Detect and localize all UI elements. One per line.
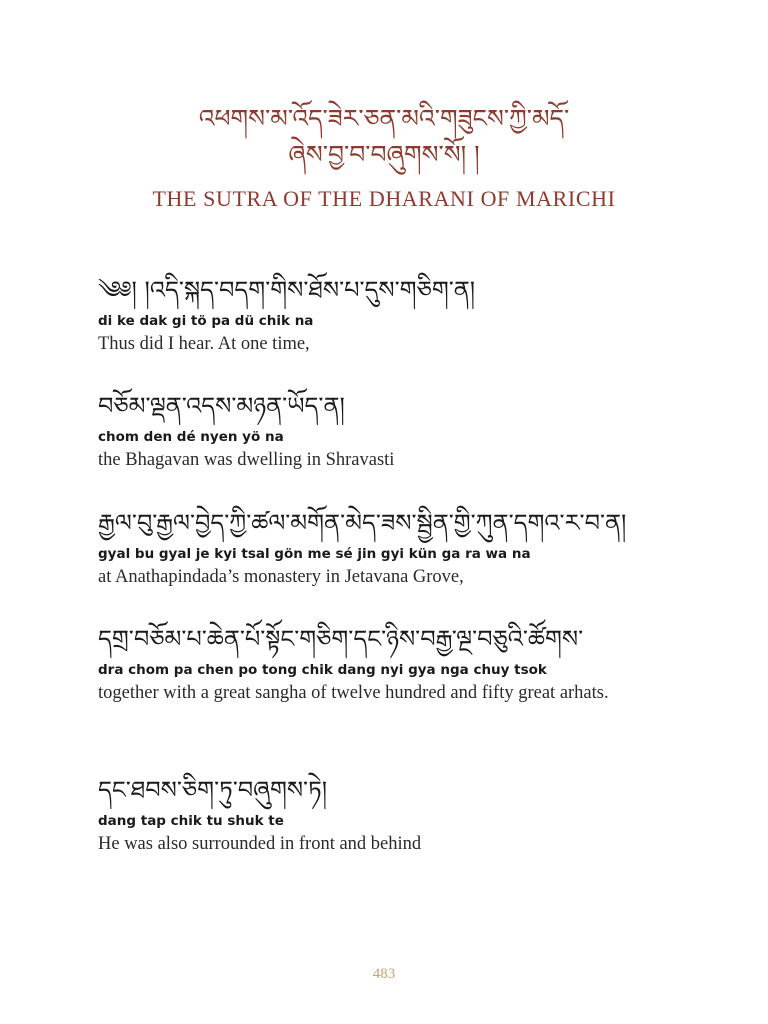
verse-translation: together with a great sangha of twelve hundred and fifty great arhats. xyxy=(98,683,609,703)
verse-translation: the Bhagavan was dwelling in Shravasti xyxy=(98,450,395,470)
verse-phonetic: gyal bu gyal je kyi tsal gön me sé jin gyi kün ga ra wa na xyxy=(98,546,531,562)
verse-3 xyxy=(98,505,678,590)
verse-tibetan: དང་ཐབས་ཅིག་ཏུ་བཞུགས་ཏེ། xyxy=(98,776,328,804)
verse-2 xyxy=(98,388,678,473)
verse-tibetan: ༄༅། །འདི་སྐད་བདག་གིས་ཐོས་པ་དུས་གཅིག་ན། xyxy=(98,276,476,304)
verse-phonetic: chom den dé nyen yö na xyxy=(98,429,284,445)
verse-phonetic: dang tap chik tu shuk te xyxy=(98,813,284,829)
verse-translation: at Anathapindada’s monastery in Jetavana Grove, xyxy=(98,567,464,587)
verse-1 xyxy=(98,272,678,357)
tibetan-title-line-1: འཕགས་མ་འོད་ཟེར་ཅན་མའི་གཟུངས་ཀྱི་མདོ་ xyxy=(198,104,570,133)
verse-phonetic: dra chom pa chen po tong chik dang nyi gya nga chuy tsok xyxy=(98,662,547,678)
verse-4 xyxy=(98,621,678,706)
tibetan-title-line-2: ཞེས་བྱ་བ་བཞུགས་སོ། ། xyxy=(288,140,480,169)
verse-translation: He was also surrounded in front and behind xyxy=(98,834,422,854)
english-title: THE SUTRA OF THE DHARANI OF MARICHI xyxy=(152,186,616,211)
verse-5 xyxy=(98,772,678,857)
verse-tibetan: རྒྱལ་བུ་རྒྱལ་བྱེད་ཀྱི་ཚལ་མགོན་མེད་ཟས་སྦྱིན་གྱི་ཀུན་དགའ་ར་བ་ན། xyxy=(98,509,627,537)
page-number: 483 xyxy=(372,966,396,982)
verse-translation: Thus did I hear. At one time, xyxy=(98,334,310,354)
verse-tibetan: དགྲ་བཅོམ་པ་ཆེན་པོ་སྟོང་གཅིག་དང་ཉིས་བརྒྱ་ལྔ་བཅུའི་ཚོགས་ xyxy=(98,625,584,653)
verse-phonetic: di ke dak gi tö pa dü chik na xyxy=(98,313,314,329)
verse-tibetan: བཅོམ་ལྡན་འདས་མཉན་ཡོད་ན། xyxy=(98,392,345,420)
